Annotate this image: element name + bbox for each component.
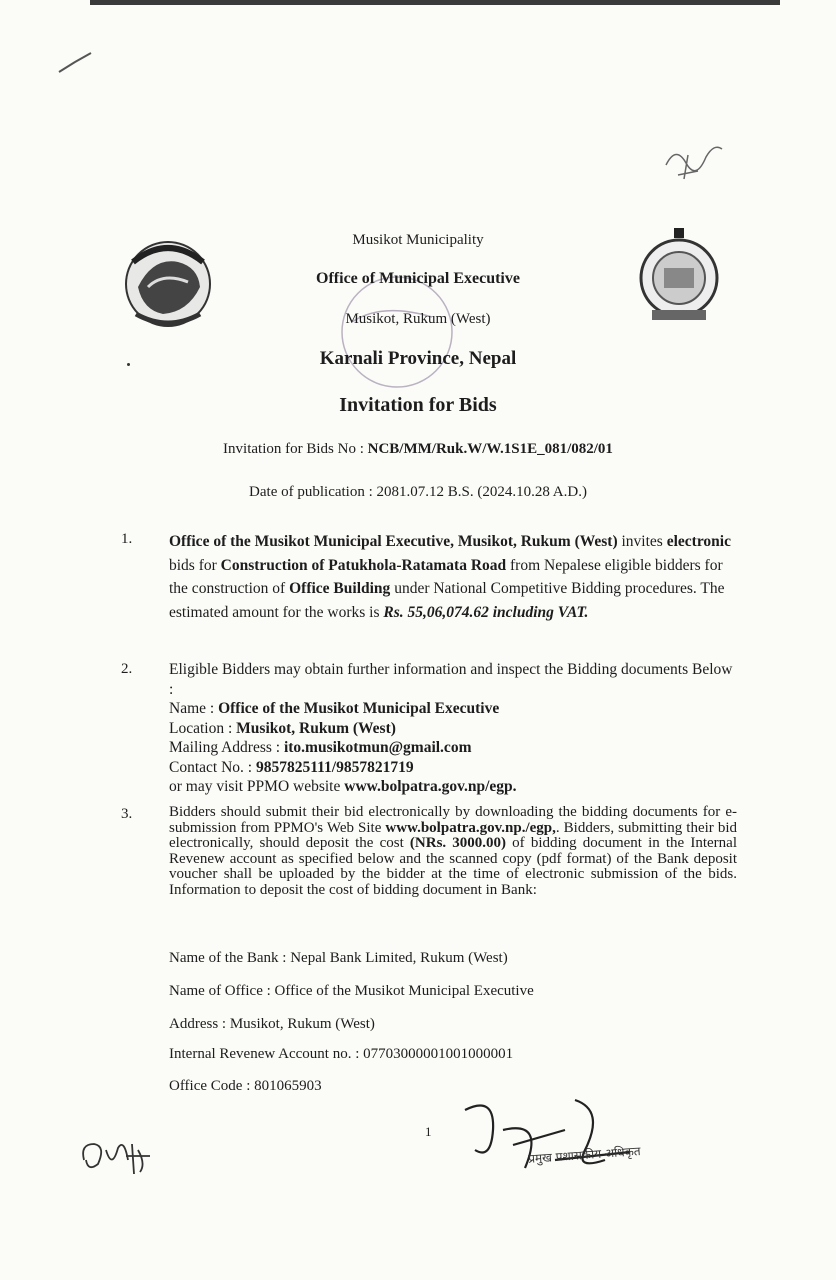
item-1-office: Office of the Musikot Municipal Executive, Musikot, Rukum (West)	[169, 533, 618, 550]
bank-office-name: Name of Office : Office of the Musikot Municipal Executive	[169, 983, 534, 999]
item-2-intro: Eligible Bidders may obtain further information and inspect the Bidding documents Below :	[169, 661, 733, 698]
item-3-cost: (NRs. 3000.00)	[409, 835, 507, 851]
publication-label: Date of publication :	[249, 484, 377, 500]
item-2-name-line	[169, 699, 737, 719]
contact-label: Contact No. :	[169, 758, 256, 776]
mail-value: ito.musikotmun@gmail.com	[283, 739, 472, 756]
name-label: Name :	[169, 700, 219, 717]
ifb-number: NCB/MM/Ruk.W/W.1S1E_081/082/01	[367, 441, 613, 457]
bank-name: Name of the Bank : Nepal Bank Limited, Rukum (West)	[169, 950, 508, 966]
item-2-location-line	[169, 719, 737, 739]
contact-value: 9857825111/9857821719	[255, 758, 414, 776]
scan-edge	[90, 0, 780, 5]
item-3-text: Bidders should submit their bid electronically by downloading the bidding documents for e-submission from PPMO's Web Site	[169, 804, 737, 836]
document-title: Invitation for Bids	[339, 394, 497, 416]
ifb-label: Invitation for Bids No :	[223, 441, 368, 457]
item-2-paragraph	[169, 660, 737, 797]
item-3-paragraph	[169, 805, 737, 898]
item-1-paragraph	[169, 530, 737, 624]
item-3-text: . Bidders, submitting their bid electronically, should deposit the cost	[169, 819, 737, 851]
item-1-text: invites	[617, 533, 667, 550]
location-value: Musikot, Rukum (West)	[236, 719, 396, 737]
municipality-name: Musikot Municipality	[352, 232, 484, 248]
item-2-contact-line	[169, 758, 737, 778]
item-2-mail-line	[169, 738, 737, 758]
item-2-visit-line	[169, 777, 737, 797]
name-value: Office of the Musikot Municipal Executive	[218, 700, 500, 717]
item-1-amount: Rs. 55,06,074.62 including VAT.	[383, 603, 589, 621]
location-label: Location :	[169, 719, 237, 737]
initials-bottom-left	[76, 1130, 166, 1180]
mail-label: Mailing Address :	[169, 739, 284, 756]
publication-date: 2081.07.12 B.S. (2024.10.28 A.D.)	[376, 484, 587, 500]
item-1-text: from Nepalese eligible bidders for the construction of	[169, 556, 723, 597]
official-signature	[455, 1090, 645, 1180]
province: Karnali Province, Nepal	[319, 348, 517, 369]
item-number-1: 1.	[121, 531, 133, 547]
item-1-text: under National Competitive Bidding procedures. The estimated amount for the works is	[169, 580, 725, 621]
visit-text: or may visit PPMO website	[169, 778, 345, 795]
visit-url: www.bolpatra.gov.np/egp.	[344, 778, 517, 795]
initials-top-right	[658, 135, 728, 190]
signature-caption: प्रमुख प्रशासकीय अधिकृत	[527, 1144, 642, 1166]
item-1-construction: Construction of Patukhola-Ratamata Road	[220, 556, 507, 574]
bank-account: Internal Revenew Account no. : 07703000001001000001	[169, 1046, 514, 1062]
ifb-number-line	[0, 441, 836, 458]
item-1-electronic: electronic	[666, 533, 731, 550]
item-3-url: www.bolpatra.gov.np./egp,	[385, 819, 556, 836]
office-name: Office of Municipal Executive	[316, 270, 520, 287]
bank-address: Address : Musikot, Rukum (West)	[169, 1016, 375, 1032]
office-code: Office Code : 801065903	[169, 1078, 322, 1094]
publication-date-line	[0, 484, 836, 501]
item-1-building: Office Building	[289, 580, 391, 597]
pen-mark	[55, 48, 95, 78]
location: Musikot, Rukum (West)	[345, 311, 491, 327]
item-3-text: of bidding document in the Internal Revenew account as specified below and the scanned copy (pdf format) of the Bank deposit voucher shall be uploaded by the bidder at the time of electronic submission of the bids. Information to deposit the cost of bidding document in Bank:	[169, 835, 737, 898]
item-1-text: bids for	[169, 556, 221, 574]
page-number: 1	[425, 1124, 432, 1139]
item-number-3: 3.	[121, 806, 133, 822]
item-number-2: 2.	[121, 661, 133, 677]
